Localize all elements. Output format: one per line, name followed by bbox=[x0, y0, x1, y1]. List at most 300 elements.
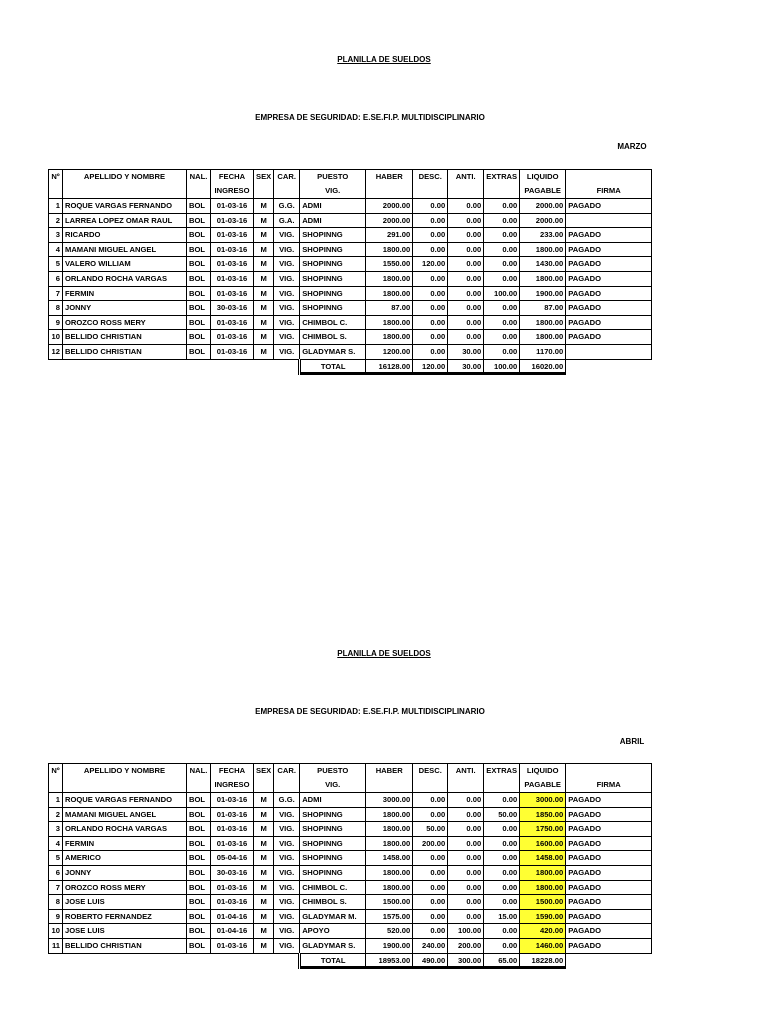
hire-date: 05-04-16 bbox=[211, 851, 254, 866]
header-anti: ANTI. bbox=[448, 170, 484, 185]
nationality: BOL bbox=[187, 807, 211, 822]
discount: 0.00 bbox=[413, 793, 448, 808]
position-code: G.G. bbox=[274, 793, 300, 808]
employee-name: MAMANI MIGUEL ANGEL bbox=[63, 242, 187, 257]
row-number: 5 bbox=[49, 257, 63, 272]
employee-name: FERMIN bbox=[63, 836, 187, 851]
table-row bbox=[49, 938, 652, 953]
header-sex: SEX bbox=[254, 170, 274, 185]
header-desc-cont bbox=[413, 778, 448, 792]
table-row bbox=[49, 315, 652, 330]
nationality: BOL bbox=[187, 228, 211, 243]
table-row bbox=[49, 344, 652, 359]
post: SHOPINNG bbox=[300, 257, 366, 272]
header-haber: HABER bbox=[366, 764, 413, 779]
post: SHOPINNG bbox=[300, 286, 366, 301]
header-name-cont bbox=[63, 184, 187, 198]
post: SHOPINNG bbox=[300, 865, 366, 880]
position-code: VIG. bbox=[274, 924, 300, 939]
nationality: BOL bbox=[187, 924, 211, 939]
post: SHOPINNG bbox=[300, 301, 366, 316]
sex: M bbox=[254, 257, 274, 272]
discount: 0.00 bbox=[413, 286, 448, 301]
advance: 200.00 bbox=[448, 938, 484, 953]
salary: 1800.00 bbox=[366, 330, 413, 345]
hire-date: 01-04-16 bbox=[211, 924, 254, 939]
table-row bbox=[49, 213, 652, 228]
hire-date: 30-03-16 bbox=[211, 865, 254, 880]
position-code: VIG. bbox=[274, 909, 300, 924]
salary: 1800.00 bbox=[366, 822, 413, 837]
sex: M bbox=[254, 301, 274, 316]
nationality: BOL bbox=[187, 242, 211, 257]
signature-status: PAGADO bbox=[566, 865, 652, 880]
hire-date: 01-03-16 bbox=[211, 228, 254, 243]
sex: M bbox=[254, 344, 274, 359]
salary: 1800.00 bbox=[366, 286, 413, 301]
employee-name: OROZCO ROSS MERY bbox=[63, 315, 187, 330]
table-row bbox=[49, 836, 652, 851]
table-row bbox=[49, 865, 652, 880]
header-no-cont bbox=[49, 778, 63, 792]
table-row bbox=[49, 242, 652, 257]
net-payable: 1800.00 bbox=[520, 271, 566, 286]
discount: 0.00 bbox=[413, 807, 448, 822]
employee-name: MAMANI MIGUEL ANGEL bbox=[63, 807, 187, 822]
nationality: BOL bbox=[187, 199, 211, 214]
header-extras: EXTRAS bbox=[484, 764, 520, 779]
header-car-cont bbox=[274, 184, 300, 198]
sex: M bbox=[254, 938, 274, 953]
position-code: VIG. bbox=[274, 807, 300, 822]
post: SHOPINNG bbox=[300, 822, 366, 837]
total-spacer bbox=[187, 359, 211, 374]
salary: 1550.00 bbox=[366, 257, 413, 272]
signature-status: PAGADO bbox=[566, 242, 652, 257]
hire-date: 01-03-16 bbox=[211, 880, 254, 895]
advance: 0.00 bbox=[448, 271, 484, 286]
hire-date: 01-03-16 bbox=[211, 807, 254, 822]
post: CHIMBOL S. bbox=[300, 330, 366, 345]
discount: 200.00 bbox=[413, 836, 448, 851]
post: APOYO bbox=[300, 924, 366, 939]
nationality: BOL bbox=[187, 330, 211, 345]
table-header-row bbox=[49, 778, 652, 792]
header-puesto: PUESTO bbox=[300, 170, 366, 185]
salary: 520.00 bbox=[366, 924, 413, 939]
header-vig: VIG. bbox=[300, 184, 366, 198]
extras: 0.00 bbox=[484, 851, 520, 866]
net-payable: 1750.00 bbox=[520, 822, 566, 837]
total-label: TOTAL bbox=[300, 953, 366, 968]
row-number: 12 bbox=[49, 344, 63, 359]
employee-name: ROQUE VARGAS FERNANDO bbox=[63, 199, 187, 214]
total-spacer bbox=[254, 359, 274, 374]
header-fecha: FECHA bbox=[211, 764, 254, 779]
net-payable: 1800.00 bbox=[520, 865, 566, 880]
hire-date: 01-03-16 bbox=[211, 836, 254, 851]
header-ingreso: INGRESO bbox=[211, 778, 254, 792]
signature-status: PAGADO bbox=[566, 938, 652, 953]
hire-date: 01-03-16 bbox=[211, 793, 254, 808]
signature-status: PAGADO bbox=[566, 836, 652, 851]
row-number: 2 bbox=[49, 213, 63, 228]
table-row bbox=[49, 271, 652, 286]
sex: M bbox=[254, 793, 274, 808]
salary: 3000.00 bbox=[366, 793, 413, 808]
position-code: VIG. bbox=[274, 851, 300, 866]
header-no: Nº bbox=[49, 764, 63, 779]
sex: M bbox=[254, 924, 274, 939]
salary: 2000.00 bbox=[366, 199, 413, 214]
discount: 0.00 bbox=[413, 301, 448, 316]
march-month: MARZO bbox=[617, 142, 647, 151]
employee-name: ROQUE VARGAS FERNANDO bbox=[63, 793, 187, 808]
net-payable: 1850.00 bbox=[520, 807, 566, 822]
signature-status: PAGADO bbox=[566, 924, 652, 939]
header-desc: DESC. bbox=[413, 764, 448, 779]
post: SHOPINNG bbox=[300, 807, 366, 822]
total-spacer bbox=[566, 359, 652, 374]
discount: 0.00 bbox=[413, 851, 448, 866]
position-code: VIG. bbox=[274, 330, 300, 345]
employee-name: JOSE LUIS bbox=[63, 895, 187, 910]
extras: 0.00 bbox=[484, 836, 520, 851]
position-code: VIG. bbox=[274, 836, 300, 851]
march-payroll-table bbox=[48, 169, 652, 375]
header-haber-cont bbox=[366, 184, 413, 198]
salary: 1575.00 bbox=[366, 909, 413, 924]
sex: M bbox=[254, 199, 274, 214]
extras: 0.00 bbox=[484, 895, 520, 910]
nationality: BOL bbox=[187, 344, 211, 359]
total-spacer bbox=[49, 953, 63, 968]
extras: 0.00 bbox=[484, 822, 520, 837]
row-number: 7 bbox=[49, 286, 63, 301]
net-payable: 2000.00 bbox=[520, 199, 566, 214]
extras: 50.00 bbox=[484, 807, 520, 822]
position-code: VIG. bbox=[274, 865, 300, 880]
header-anti-cont bbox=[448, 184, 484, 198]
total-spacer bbox=[211, 953, 254, 968]
position-code: VIG. bbox=[274, 344, 300, 359]
row-number: 6 bbox=[49, 865, 63, 880]
sex: M bbox=[254, 286, 274, 301]
header-name: APELLIDO Y NOMBRE bbox=[63, 764, 187, 779]
nationality: BOL bbox=[187, 793, 211, 808]
header-pagable: PAGABLE bbox=[520, 778, 566, 792]
table-row bbox=[49, 228, 652, 243]
header-nal: NAL. bbox=[187, 170, 211, 185]
row-number: 3 bbox=[49, 822, 63, 837]
hire-date: 01-03-16 bbox=[211, 286, 254, 301]
header-liquido: LIQUIDO bbox=[520, 764, 566, 779]
total-row bbox=[49, 953, 652, 968]
total-extras: 100.00 bbox=[484, 359, 520, 374]
table-row bbox=[49, 301, 652, 316]
sex: M bbox=[254, 865, 274, 880]
header-firma-top bbox=[566, 170, 652, 185]
post: SHOPINNG bbox=[300, 271, 366, 286]
post: ADMI bbox=[300, 793, 366, 808]
signature-status: PAGADO bbox=[566, 257, 652, 272]
post: SHOPINNG bbox=[300, 242, 366, 257]
hire-date: 01-03-16 bbox=[211, 257, 254, 272]
post: ADMI bbox=[300, 199, 366, 214]
extras: 0.00 bbox=[484, 315, 520, 330]
row-number: 1 bbox=[49, 793, 63, 808]
salary: 87.00 bbox=[366, 301, 413, 316]
position-code: G.G. bbox=[274, 199, 300, 214]
advance: 0.00 bbox=[448, 213, 484, 228]
advance: 0.00 bbox=[448, 301, 484, 316]
net-payable: 1500.00 bbox=[520, 895, 566, 910]
sex: M bbox=[254, 836, 274, 851]
signature-status bbox=[566, 213, 652, 228]
total-advance: 30.00 bbox=[448, 359, 484, 374]
discount: 0.00 bbox=[413, 213, 448, 228]
net-payable: 1460.00 bbox=[520, 938, 566, 953]
extras: 0.00 bbox=[484, 301, 520, 316]
hire-date: 01-03-16 bbox=[211, 315, 254, 330]
discount: 0.00 bbox=[413, 271, 448, 286]
header-ingreso: INGRESO bbox=[211, 184, 254, 198]
extras: 0.00 bbox=[484, 924, 520, 939]
header-firma: FIRMA bbox=[566, 778, 652, 792]
signature-status: PAGADO bbox=[566, 330, 652, 345]
row-number: 2 bbox=[49, 807, 63, 822]
nationality: BOL bbox=[187, 938, 211, 953]
net-payable: 1800.00 bbox=[520, 880, 566, 895]
salary: 1800.00 bbox=[366, 807, 413, 822]
row-number: 8 bbox=[49, 895, 63, 910]
total-row bbox=[49, 359, 652, 374]
position-code: VIG. bbox=[274, 301, 300, 316]
advance: 0.00 bbox=[448, 880, 484, 895]
net-payable: 233.00 bbox=[520, 228, 566, 243]
extras: 0.00 bbox=[484, 330, 520, 345]
post: CHIMBOL S. bbox=[300, 895, 366, 910]
total-label: TOTAL bbox=[300, 359, 366, 374]
total-spacer bbox=[274, 953, 300, 968]
net-payable: 1800.00 bbox=[520, 315, 566, 330]
total-spacer bbox=[211, 359, 254, 374]
table-row bbox=[49, 807, 652, 822]
employee-name: BELLIDO CHRISTIAN bbox=[63, 938, 187, 953]
employee-name: RICARDO bbox=[63, 228, 187, 243]
total-spacer bbox=[63, 359, 187, 374]
total-extras: 65.00 bbox=[484, 953, 520, 968]
table-row bbox=[49, 257, 652, 272]
advance: 0.00 bbox=[448, 909, 484, 924]
row-number: 5 bbox=[49, 851, 63, 866]
net-payable: 1458.00 bbox=[520, 851, 566, 866]
table-row bbox=[49, 199, 652, 214]
discount: 0.00 bbox=[413, 865, 448, 880]
total-net-payable: 16020.00 bbox=[520, 359, 566, 374]
april-company: EMPRESA DE SEGURIDAD: E.SE.FI.P. MULTIDISCIPLINARIO bbox=[255, 707, 485, 716]
hire-date: 01-03-16 bbox=[211, 330, 254, 345]
header-extras-cont bbox=[484, 184, 520, 198]
row-number: 9 bbox=[49, 909, 63, 924]
net-payable: 1430.00 bbox=[520, 257, 566, 272]
table-row bbox=[49, 822, 652, 837]
position-code: VIG. bbox=[274, 315, 300, 330]
salary: 1500.00 bbox=[366, 895, 413, 910]
signature-status: PAGADO bbox=[566, 880, 652, 895]
salary: 1800.00 bbox=[366, 880, 413, 895]
header-firma-top bbox=[566, 764, 652, 779]
row-number: 1 bbox=[49, 199, 63, 214]
employee-name: ORLANDO ROCHA VARGAS bbox=[63, 271, 187, 286]
discount: 0.00 bbox=[413, 228, 448, 243]
header-no: Nº bbox=[49, 170, 63, 185]
nationality: BOL bbox=[187, 271, 211, 286]
position-code: VIG. bbox=[274, 822, 300, 837]
sex: M bbox=[254, 271, 274, 286]
signature-status: PAGADO bbox=[566, 909, 652, 924]
table-row bbox=[49, 851, 652, 866]
header-desc-cont bbox=[413, 184, 448, 198]
hire-date: 01-03-16 bbox=[211, 344, 254, 359]
header-no-cont bbox=[49, 184, 63, 198]
advance: 0.00 bbox=[448, 793, 484, 808]
net-payable: 1800.00 bbox=[520, 242, 566, 257]
sex: M bbox=[254, 880, 274, 895]
signature-status: PAGADO bbox=[566, 301, 652, 316]
post: GLADYMAR M. bbox=[300, 909, 366, 924]
signature-status: PAGADO bbox=[566, 315, 652, 330]
employee-name: OROZCO ROSS MERY bbox=[63, 880, 187, 895]
employee-name: JOSE LUIS bbox=[63, 924, 187, 939]
row-number: 10 bbox=[49, 924, 63, 939]
discount: 0.00 bbox=[413, 242, 448, 257]
signature-status: PAGADO bbox=[566, 199, 652, 214]
post: ADMI bbox=[300, 213, 366, 228]
nationality: BOL bbox=[187, 909, 211, 924]
sex: M bbox=[254, 315, 274, 330]
total-spacer bbox=[49, 359, 63, 374]
header-haber: HABER bbox=[366, 170, 413, 185]
signature-status bbox=[566, 344, 652, 359]
header-sex-cont bbox=[254, 778, 274, 792]
april-month: ABRIL bbox=[619, 737, 645, 746]
net-payable: 2000.00 bbox=[520, 213, 566, 228]
header-anti: ANTI. bbox=[448, 764, 484, 779]
total-salary: 18953.00 bbox=[366, 953, 413, 968]
position-code: G.A. bbox=[274, 213, 300, 228]
header-sex: SEX bbox=[254, 764, 274, 779]
net-payable: 3000.00 bbox=[520, 793, 566, 808]
nationality: BOL bbox=[187, 895, 211, 910]
nationality: BOL bbox=[187, 257, 211, 272]
net-payable: 1170.00 bbox=[520, 344, 566, 359]
advance: 0.00 bbox=[448, 865, 484, 880]
signature-status: PAGADO bbox=[566, 271, 652, 286]
employee-name: ORLANDO ROCHA VARGAS bbox=[63, 822, 187, 837]
salary: 1800.00 bbox=[366, 315, 413, 330]
advance: 0.00 bbox=[448, 286, 484, 301]
header-nal-cont bbox=[187, 778, 211, 792]
sex: M bbox=[254, 213, 274, 228]
nationality: BOL bbox=[187, 301, 211, 316]
extras: 0.00 bbox=[484, 880, 520, 895]
total-spacer bbox=[566, 953, 652, 968]
employee-name: VALERO WILLIAM bbox=[63, 257, 187, 272]
hire-date: 01-03-16 bbox=[211, 213, 254, 228]
employee-name: JONNY bbox=[63, 865, 187, 880]
signature-status: PAGADO bbox=[566, 807, 652, 822]
position-code: VIG. bbox=[274, 895, 300, 910]
row-number: 7 bbox=[49, 880, 63, 895]
total-discount: 490.00 bbox=[413, 953, 448, 968]
discount: 0.00 bbox=[413, 330, 448, 345]
nationality: BOL bbox=[187, 822, 211, 837]
header-puesto: PUESTO bbox=[300, 764, 366, 779]
hire-date: 01-03-16 bbox=[211, 822, 254, 837]
discount: 0.00 bbox=[413, 895, 448, 910]
sex: M bbox=[254, 822, 274, 837]
march-company: EMPRESA DE SEGURIDAD: E.SE.FI.P. MULTIDISCIPLINARIO bbox=[255, 113, 485, 122]
extras: 0.00 bbox=[484, 257, 520, 272]
extras: 0.00 bbox=[484, 271, 520, 286]
header-anti-cont bbox=[448, 778, 484, 792]
salary: 1200.00 bbox=[366, 344, 413, 359]
sex: M bbox=[254, 242, 274, 257]
header-extras-cont bbox=[484, 778, 520, 792]
table-row bbox=[49, 793, 652, 808]
hire-date: 01-03-16 bbox=[211, 271, 254, 286]
hire-date: 01-03-16 bbox=[211, 199, 254, 214]
total-net-payable: 18228.00 bbox=[520, 953, 566, 968]
nationality: BOL bbox=[187, 865, 211, 880]
total-spacer bbox=[187, 953, 211, 968]
header-liquido: LIQUIDO bbox=[520, 170, 566, 185]
header-desc: DESC. bbox=[413, 170, 448, 185]
table-row bbox=[49, 909, 652, 924]
signature-status: PAGADO bbox=[566, 793, 652, 808]
employee-name: FERMIN bbox=[63, 286, 187, 301]
april-payroll-table bbox=[48, 763, 652, 969]
table-row bbox=[49, 286, 652, 301]
header-pagable: PAGABLE bbox=[520, 184, 566, 198]
position-code: VIG. bbox=[274, 271, 300, 286]
row-number: 9 bbox=[49, 315, 63, 330]
post: CHIMBOL C. bbox=[300, 315, 366, 330]
employee-name: JONNY bbox=[63, 301, 187, 316]
hire-date: 01-03-16 bbox=[211, 895, 254, 910]
header-sex-cont bbox=[254, 184, 274, 198]
extras: 0.00 bbox=[484, 344, 520, 359]
post: SHOPINNG bbox=[300, 228, 366, 243]
signature-status: PAGADO bbox=[566, 286, 652, 301]
row-number: 11 bbox=[49, 938, 63, 953]
header-car: CAR. bbox=[274, 170, 300, 185]
nationality: BOL bbox=[187, 851, 211, 866]
advance: 0.00 bbox=[448, 836, 484, 851]
extras: 0.00 bbox=[484, 228, 520, 243]
extras: 15.00 bbox=[484, 909, 520, 924]
position-code: VIG. bbox=[274, 286, 300, 301]
advance: 0.00 bbox=[448, 315, 484, 330]
extras: 0.00 bbox=[484, 213, 520, 228]
header-name: APELLIDO Y NOMBRE bbox=[63, 170, 187, 185]
row-number: 4 bbox=[49, 836, 63, 851]
header-vig: VIG. bbox=[300, 778, 366, 792]
discount: 0.00 bbox=[413, 315, 448, 330]
total-spacer bbox=[274, 359, 300, 374]
position-code: VIG. bbox=[274, 880, 300, 895]
